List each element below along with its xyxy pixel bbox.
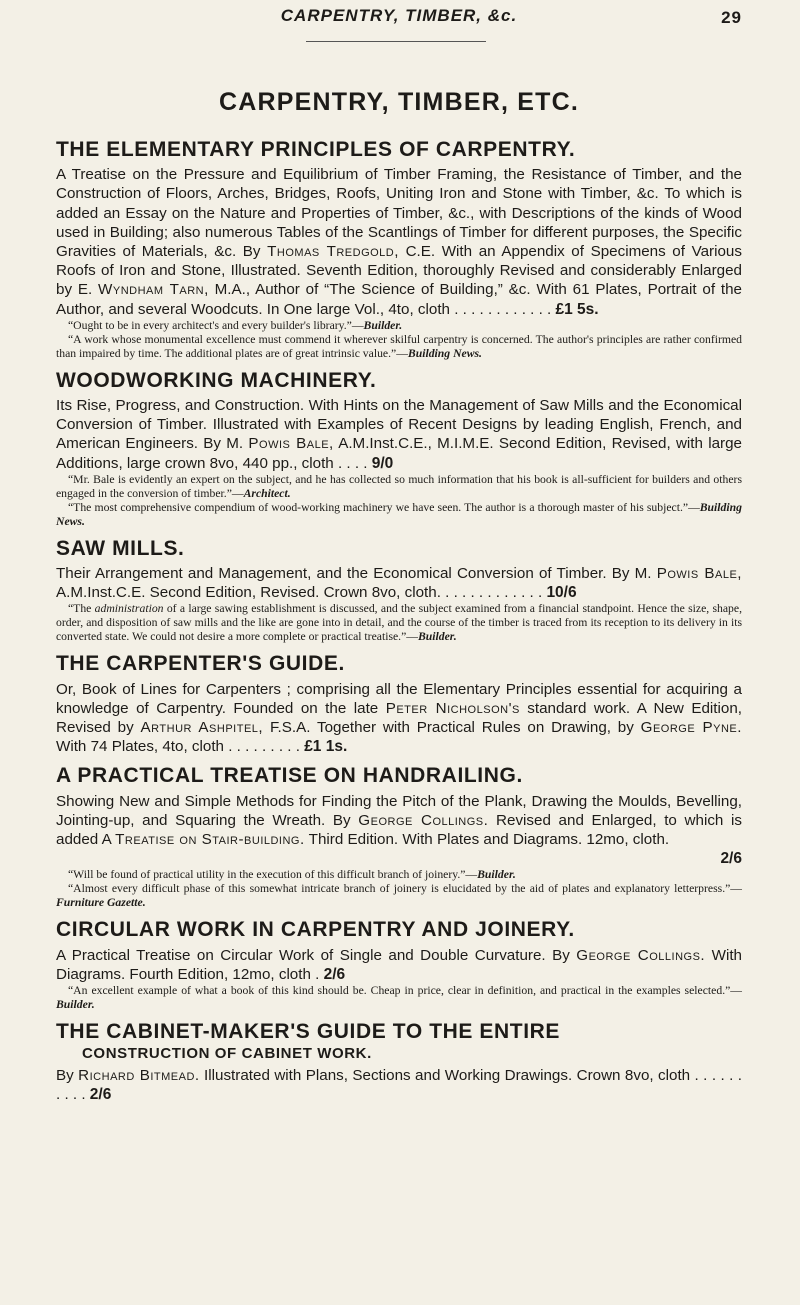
review-source: Furniture Gazette. <box>56 896 146 910</box>
book-price: 2/6 <box>323 965 346 983</box>
description-text: F.S.A. Together with Practical Rules on Drawing, by <box>269 719 634 736</box>
description-text: standard work. A New Edition, Revised by <box>56 699 742 736</box>
review-quote: “Will be found of practical utility in the execution of this difficult branch of joinery.”—Builder. <box>68 868 516 882</box>
description-text: Third Edition. With Plates and Diagrams. 12mo, cloth. <box>308 831 670 848</box>
book-title: SAW MILLS. <box>56 536 185 560</box>
page-number: 29 <box>721 8 742 27</box>
review-source: Building News. <box>407 346 482 360</box>
book-price: £1 5s. <box>555 300 599 318</box>
book-description <box>56 564 742 602</box>
description-text: A.M.Inst.C.E., M.I.M.E. Second Edition, Revised, with large Additions, large crown 8vo, 440 pp., cloth . . . . <box>56 435 742 472</box>
book-price: 10/6 <box>546 584 577 602</box>
review-source: Architect. <box>243 486 291 500</box>
book-price: 9/0 <box>371 454 394 472</box>
description-text: Revised and Enlarged, to which is added A <box>56 811 742 848</box>
book-description <box>56 1066 742 1104</box>
review-source: Builder. <box>56 998 95 1011</box>
review-source: Builder. <box>477 868 516 882</box>
author-name: George Collings. <box>358 811 489 829</box>
running-head <box>56 0 742 44</box>
review-source: Builder. <box>363 318 403 332</box>
description-text: A.M.Inst.C.E. Second Edition, Revised. Crown 8vo, cloth. . . . . . . . . . . . . <box>56 584 543 602</box>
author-name: Powis Bale, <box>656 565 742 582</box>
description-text: A Treatise on the Pressure and Equilibrium of Timber Framing, the Resistance of Timber, and the Construction of Floors, Arches, Bridges, Roofs, Uniting Iron and Stone with Timber, &c. To which is added an Essay on the Nature and Properties of Timber, &c., with Descriptions of the kinds of Wood used in Building; also numerous Tables of the Scantlings of Timber for different purposes, the Specific Gravities of Materials, &c. By <box>56 166 742 260</box>
emphasis: administration <box>94 602 164 616</box>
review-source: Building News. <box>56 500 742 528</box>
description-text: Or, Book of Lines for Carpenters ; comprising all the Elementary Principles essential for acquiring a knowledge of Carpentry. Founded on the late <box>56 680 742 717</box>
book-description <box>56 792 742 869</box>
review-quote: “Mr. Bale is evidently an expert on the subject, and he has collected so much information that his book is all-sufficient for builders and others engaged in the conversion of timber.”—Architect. <box>56 472 742 500</box>
book-title: THE CABINET-MAKER'S GUIDE TO THE ENTIRE <box>56 1020 561 1043</box>
review-quote: “Ought to be in every architect's and every builder's library.”—Builder. <box>68 318 403 332</box>
book-entry-elementary-principles <box>56 137 742 361</box>
editor-name: Arthur Ashpitel, <box>140 719 264 736</box>
review-quote: “A work whose monumental excellence must commend it wherever skilful carpentry is concerned. The author's principles are rather confirmed than impaired by time. The additional plates are of great intrinsic value.”—Building News. <box>56 332 742 360</box>
author-name: Richard Bitmead. <box>78 1067 200 1085</box>
description-text: By <box>56 1067 74 1085</box>
book-entry-cabinet-makers-guide <box>56 1019 742 1105</box>
book-price: 2/6 <box>89 1086 112 1104</box>
description-text: C.E. With an Appendix of Specimens of Various Roofs of Iron and Stone, Illustrated. Seventh Edition, thoroughly Revised and considerably Enlarged by E. <box>56 243 742 299</box>
book-title: THE CARPENTER'S GUIDE. <box>56 652 345 676</box>
appendix-title: Treatise on Stair-building. <box>115 831 305 848</box>
section-title: CARPENTRY, TIMBER, ETC. <box>218 88 580 116</box>
description-text: Showing New and Simple Methods for Finding the Pitch of the Plank, Drawing the Moulds, Bevelling, Jointing-up, and Squaring the Wreath. By <box>56 792 742 829</box>
contributor-name: George Pyne. <box>640 719 742 736</box>
review-source: Builder. <box>417 630 457 644</box>
book-entry-woodworking-machinery <box>56 368 742 529</box>
review-quote: “The administration of a large sawing establishment is discussed, and the subject examined from a financial standpoint. Hence the size, shape, order, and disposition of saw mills and the like are gone into in detail, and the course of the timber is traced from its reception to its delivery in its converted state. We could not desire a more complete or practical treatise.”—Builder. <box>56 602 743 644</box>
description-text: M.A., Author of “The Science of Building,” &c. With 61 Plates, Portrait of the Author, and several Woodcuts. In One large Vol., 4to, cloth . . . . . . . . . . . . <box>56 281 742 318</box>
book-entry-handrailing <box>56 763 742 910</box>
running-head-title: CARPENTRY, TIMBER, &c. <box>280 6 518 25</box>
book-title: CIRCULAR WORK IN CARPENTRY AND JOINERY. <box>56 918 575 942</box>
book-entry-saw-mills <box>56 536 742 645</box>
description-text: With Diagrams. Fourth Edition, 12mo, cloth . <box>56 946 742 983</box>
book-entry-carpenters-guide <box>56 651 742 756</box>
author-name: Powis Bale, <box>248 435 334 453</box>
book-title: THE ELEMENTARY PRINCIPLES OF CARPENTRY. <box>56 138 576 161</box>
review-quote: “The most comprehensive compendium of wood-working machinery we have seen. The author is a thorough master of his subject.”—Building News. <box>56 500 742 528</box>
book-price: £1 1s. <box>304 738 348 756</box>
editor-name: Wyndham Tarn, <box>98 281 209 299</box>
author-name: George Collings. <box>576 946 706 964</box>
header-rule <box>306 41 486 42</box>
description-text: With 74 Plates, 4to, cloth . . . . . . . . . <box>56 738 300 756</box>
book-description <box>56 396 742 473</box>
author-name: Peter Nicholson's <box>385 699 520 717</box>
book-price: 2/6 <box>720 850 742 868</box>
description-text: A Practical Treatise on Circular Work of Single and Double Curvature. By <box>56 946 570 964</box>
book-title: WOODWORKING MACHINERY. <box>56 368 377 392</box>
book-entry-circular-work <box>56 917 742 1012</box>
review-quote: “Almost every difficult phase of this somewhat intricate branch of joinery is elucidated by the aid of plates and explanatory letterpress.”—Furniture Gazette. <box>56 882 742 910</box>
book-title: A PRACTICAL TREATISE ON HANDRAILING. <box>56 764 523 788</box>
review-quote: “An excellent example of what a book of this kind should be. Cheap in price, clear in definition, and practical in the examples selected.”—Builder. <box>56 984 742 1011</box>
author-name: Thomas Tredgold, <box>267 243 399 260</box>
book-description <box>56 165 742 319</box>
book-description <box>56 680 742 757</box>
description-text: Illustrated with Plans, Sections and Working Drawings. Crown 8vo, cloth . . . . . . . . . . <box>56 1067 742 1104</box>
description-text: Its Rise, Progress, and Construction. With Hints on the Management of Saw Mills and the Economical Conversion of Timber. Illustrated with Examples of Recent Designs by leading English, French, and American Engineers. By M. <box>56 397 742 453</box>
book-subtitle: CONSTRUCTION OF CABINET WORK. <box>82 1045 372 1063</box>
description-text: Their Arrangement and Management, and the Economical Conversion of Timber. By M. <box>56 565 652 582</box>
book-description <box>56 946 742 984</box>
